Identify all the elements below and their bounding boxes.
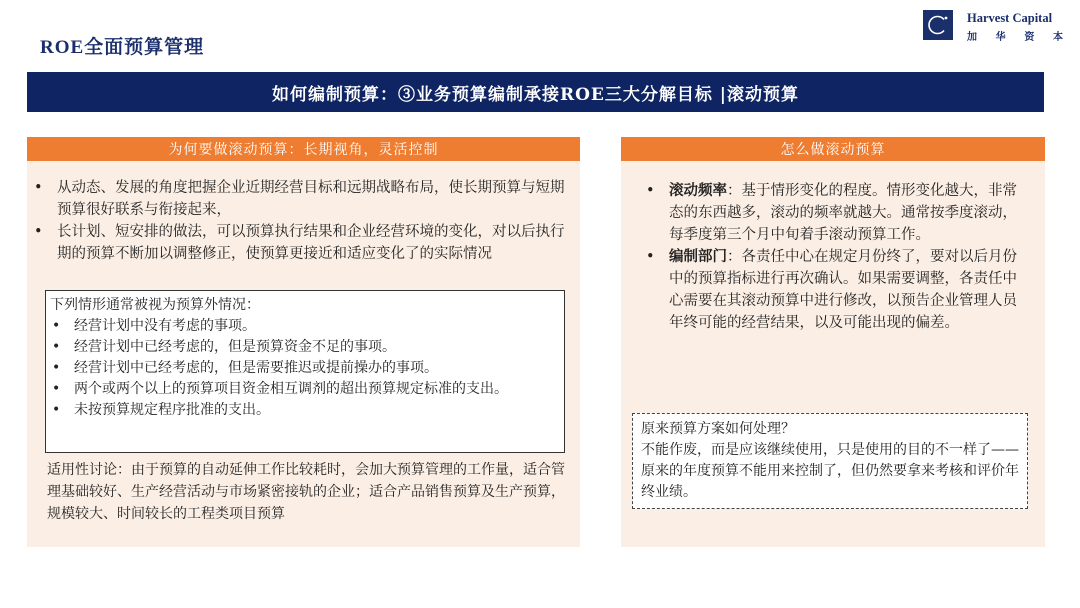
- left-panel: [27, 137, 580, 547]
- applicability-note: 适用性讨论：由于预算的自动延伸工作比较耗时，会加大预算管理的工作量，适合管理基础较好、生产经营活动与市场紧密接轨的企业；适合产品销售预算及生产预算，规模较大、时间较长的工程类项目预算: [47, 462, 565, 522]
- logo-mark-icon: [923, 10, 953, 40]
- bullet-term: 滚动频率: [669, 182, 727, 199]
- logo-subtitle: [967, 28, 1063, 43]
- company-logo: [923, 8, 1073, 44]
- logo-sub-char: 加: [967, 32, 977, 43]
- list-item: • 经营计划中已经考虑的，但是需要推迟或提前操办的事项。: [50, 358, 558, 379]
- list-item: • 长计划、短安排的做法，可以预算执行结果和企业经营环境的变化，对以后执行期的预算不断加以调整修正，使预算更接近和适应变化了的实际情况: [27, 221, 567, 265]
- logo-name: Harvest Capital: [967, 11, 1053, 25]
- off-budget-intro: 下列情形通常被视为预算外情况：: [50, 297, 260, 313]
- list-item: • 从动态、发展的角度把握企业近期经营目标和远期战略布局，使长期预算与短期预算很好联系与衔接起来，: [27, 177, 567, 221]
- right-bullet-list: [639, 180, 1019, 334]
- list-item: [639, 246, 1019, 334]
- logo-sub-char: 华: [995, 32, 1006, 43]
- page-title: ROE全面预算管理: [40, 37, 205, 58]
- left-panel-header: 为何要做滚动预算：长期视角，灵活控制: [27, 137, 580, 161]
- box-answer: 不能作废，而是应该继续使用，只是使用的目的不一样了——原来的年度预算不能用来控制了，但仍然要拿来考核和评价年终业绩。: [641, 442, 1019, 500]
- list-item: [639, 180, 1019, 246]
- logo-sub-char: 资: [1024, 32, 1035, 43]
- off-budget-list: [50, 316, 558, 421]
- bullet-term: 编制部门: [669, 248, 727, 265]
- logo-sub-char: 本: [1052, 32, 1063, 43]
- bullet-text: ：基于情形变化的程度。情形变化越大，非常态的东西越多，滚动的频率就越大。通常按季度滚动，每季度第三个月中旬着手滚动预算工作。: [669, 183, 1017, 243]
- bullet-text: ：各责任中心在规定月份终了，要对以后月份中的预算指标进行再次确认。如果需要调整，各责任中心需要在其滚动预算中进行修改，以预告企业管理人员年终可能的经营结果，以及可能出现的偏差。: [669, 249, 1017, 331]
- off-budget-box: [45, 290, 565, 453]
- section-banner: 如何编制预算：③业务预算编制承接ROE三大分解目标 |滚动预算: [27, 72, 1044, 112]
- right-panel-header: 怎么做滚动预算: [621, 137, 1045, 161]
- list-item: • 两个或两个以上的预算项目资金相互调剂的超出预算规定标准的支出。: [50, 379, 558, 400]
- list-item: • 未按预算规定程序批准的支出。: [50, 400, 558, 421]
- box-question: 原来预算方案如何处理？: [641, 421, 795, 437]
- right-panel: [621, 137, 1045, 547]
- list-item: • 经营计划中已经考虑的，但是预算资金不足的事项。: [50, 337, 558, 358]
- left-bullet-list: [27, 177, 567, 265]
- list-item: • 经营计划中没有考虑的事项。: [50, 316, 558, 337]
- original-budget-box: [632, 413, 1028, 509]
